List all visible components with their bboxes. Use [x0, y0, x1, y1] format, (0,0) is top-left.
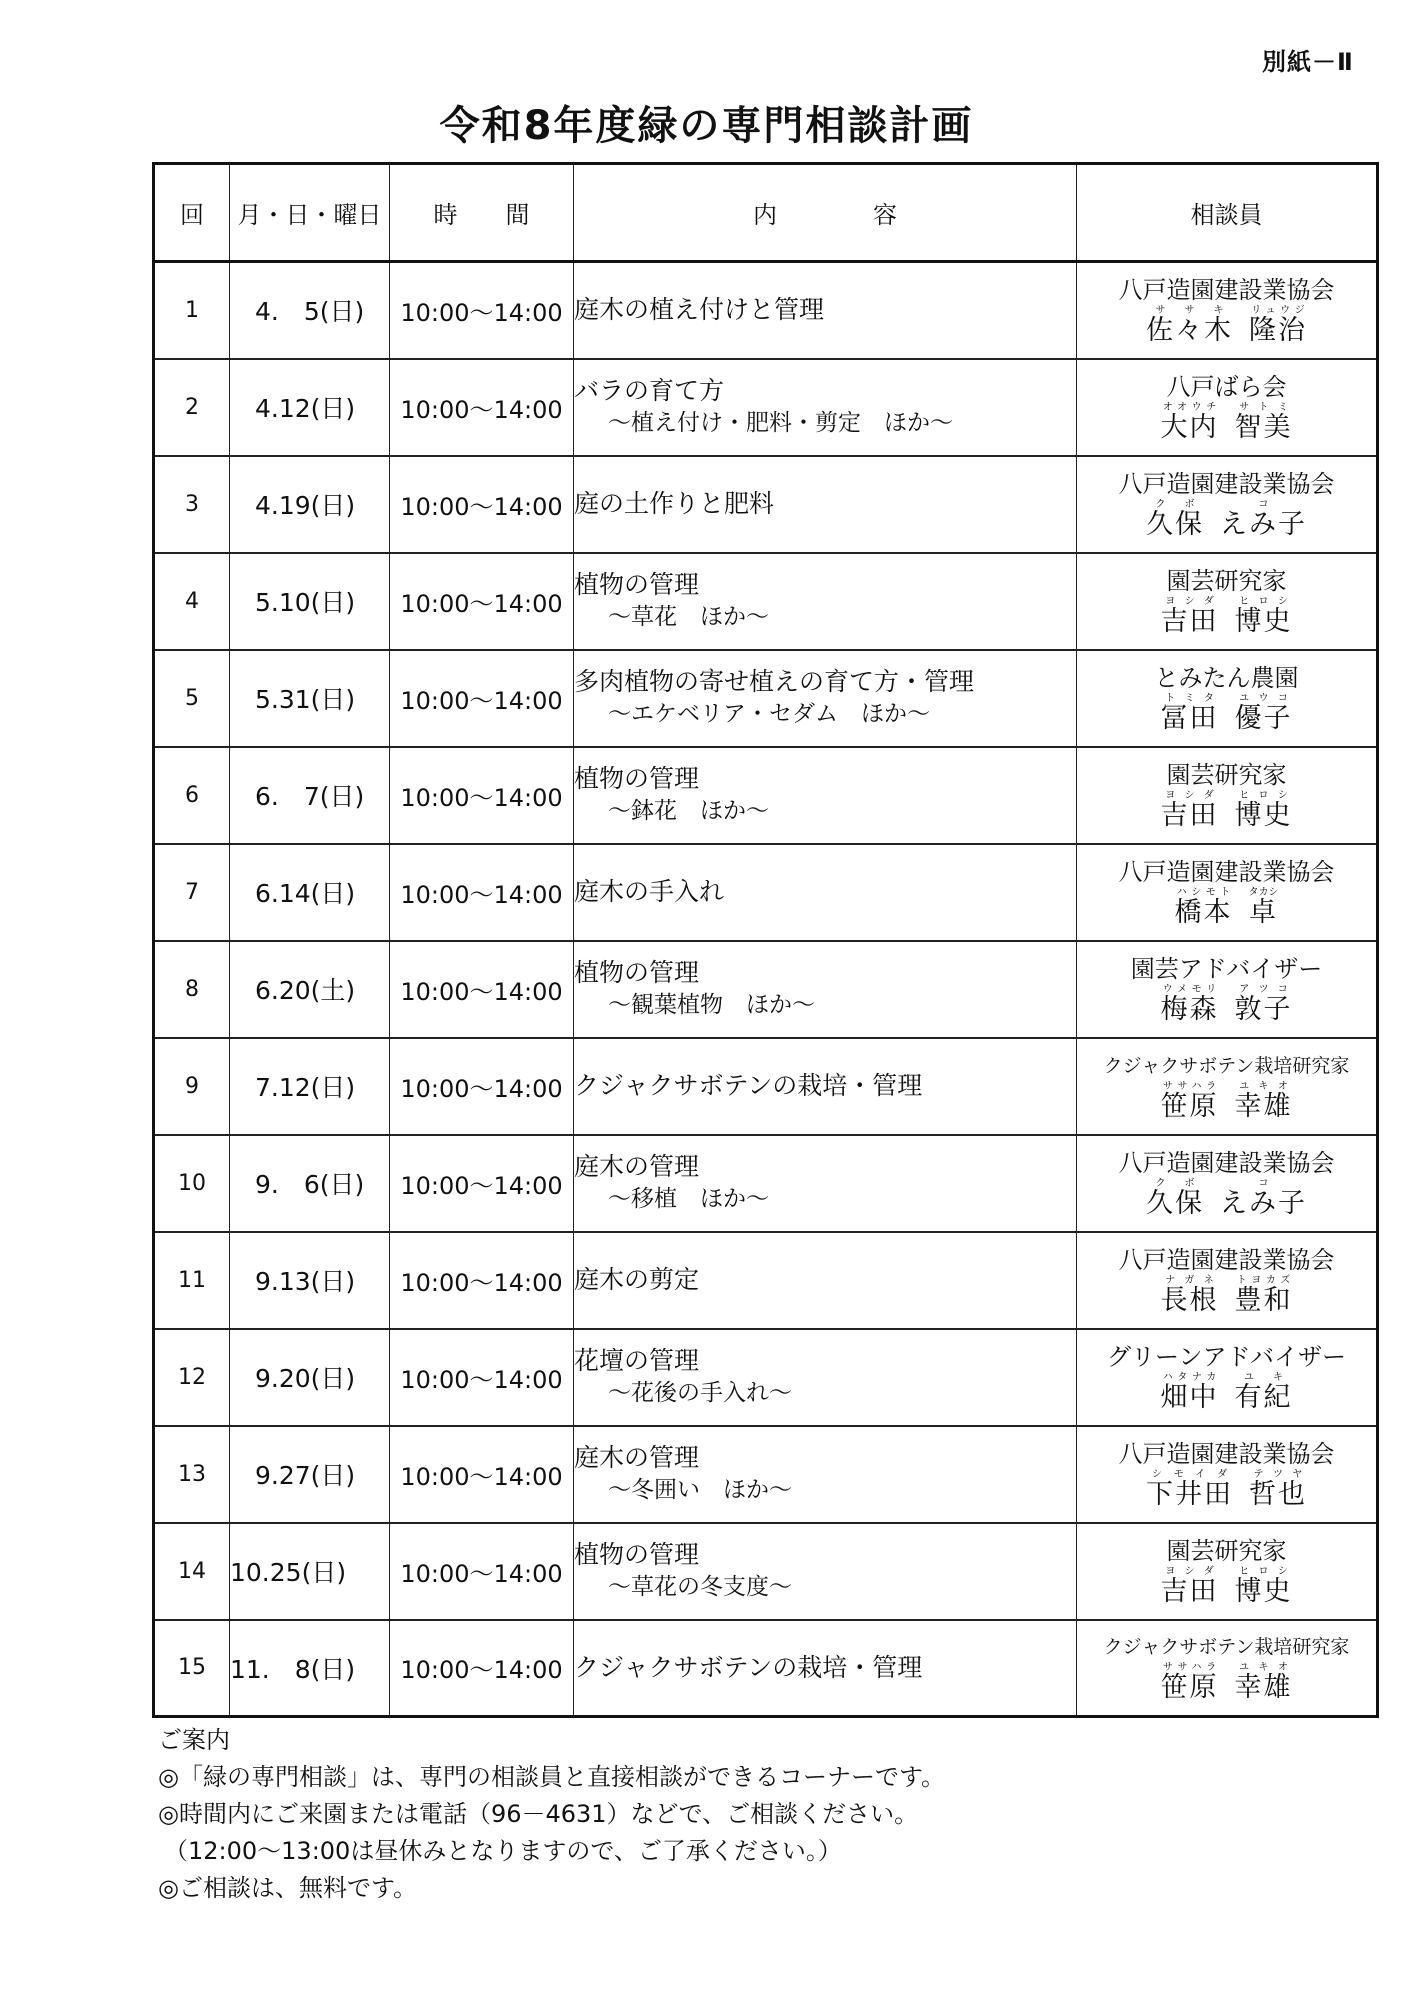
row-date: 11. 8(日)	[230, 1620, 390, 1717]
content-main: 花壇の管理	[574, 1346, 700, 1375]
row-time: 10:00～14:00	[390, 747, 574, 844]
content-main: クジャクサボテンの栽培・管理	[574, 1071, 923, 1100]
table-header-row	[154, 164, 1378, 262]
row-content	[574, 456, 1077, 553]
advisor-organization: 園芸研究家	[1166, 760, 1287, 789]
row-advisor	[1077, 1135, 1378, 1232]
advisor-name	[1077, 1372, 1376, 1413]
family-name-reading: ハシモト	[1174, 886, 1233, 898]
advisor-organization: 八戸造園建設業協会	[1118, 1245, 1335, 1274]
given-name: 有紀ユキ	[1234, 1371, 1293, 1413]
table-row	[154, 844, 1378, 941]
given-name: 哲也テツヤ	[1249, 1468, 1307, 1510]
family-name: 吉田ヨシダ	[1160, 789, 1219, 831]
advisor-organization: 八戸造園建設業協会	[1118, 275, 1335, 304]
row-content	[574, 844, 1077, 941]
content-main: 植物の管理	[574, 764, 700, 793]
content-main: 多肉植物の寄せ植えの育て方・管理	[574, 667, 975, 696]
notes-section	[158, 1722, 945, 1907]
row-content	[574, 1329, 1077, 1426]
advisor-name	[1077, 402, 1376, 443]
content-main: 植物の管理	[574, 570, 700, 599]
content-sub: ～観葉植物 ほか～	[608, 992, 815, 1018]
given-name: 優子ユウコ	[1234, 692, 1293, 734]
given-name: えみ子コ	[1220, 498, 1307, 540]
family-name: 吉田ヨシダ	[1160, 1565, 1219, 1607]
row-number: 10	[154, 1135, 230, 1232]
row-advisor	[1077, 844, 1378, 941]
advisor-organization: 八戸造園建設業協会	[1118, 1148, 1335, 1177]
row-content	[574, 650, 1077, 747]
row-date: 7.12(日)	[230, 1038, 390, 1135]
family-name: 冨田トミタ	[1160, 692, 1219, 734]
row-number: 12	[154, 1329, 230, 1426]
family-name: 久保クボ	[1146, 1177, 1204, 1219]
family-name: 梅森ウメモリ	[1160, 983, 1219, 1025]
row-advisor	[1077, 456, 1378, 553]
table-row	[154, 1038, 1378, 1135]
family-name-reading: ヨシダ	[1160, 595, 1219, 607]
family-name-reading: ヨシダ	[1160, 789, 1219, 801]
row-time: 10:00～14:00	[390, 553, 574, 650]
row-date: 6. 7(日)	[230, 747, 390, 844]
advisor-organization: とみたん農園	[1154, 663, 1299, 692]
advisor-name	[1077, 1081, 1376, 1122]
family-name-reading: ハタナカ	[1160, 1371, 1219, 1383]
family-name-reading: ヨシダ	[1160, 1565, 1219, 1577]
table-row	[154, 553, 1378, 650]
row-time: 10:00～14:00	[390, 262, 574, 359]
row-time: 10:00～14:00	[390, 1232, 574, 1329]
table-row	[154, 359, 1378, 456]
content-main: 庭木の管理	[574, 1152, 700, 1181]
advisor-name	[1077, 1275, 1376, 1316]
advisor-name	[1077, 1178, 1376, 1219]
table-row	[154, 456, 1378, 553]
row-advisor	[1077, 941, 1378, 1038]
family-name: 大内オオウチ	[1160, 401, 1219, 443]
family-name-reading: ササハラ	[1160, 1080, 1219, 1092]
advisor-name	[1077, 1662, 1376, 1703]
given-name-reading: ヒロシ	[1234, 789, 1293, 801]
given-name-reading: ユウコ	[1234, 692, 1293, 704]
given-name-reading: ヒロシ	[1234, 1565, 1293, 1577]
given-name: 豊和トヨカズ	[1234, 1274, 1293, 1316]
row-advisor	[1077, 359, 1378, 456]
advisor-organization: 園芸研究家	[1166, 566, 1287, 595]
row-advisor	[1077, 262, 1378, 359]
content-main: 庭木の植え付けと管理	[574, 295, 825, 325]
table-row	[154, 1426, 1378, 1523]
given-name-reading: ユキオ	[1234, 1662, 1293, 1674]
table-row	[154, 1620, 1378, 1717]
family-name-reading: クボ	[1146, 1177, 1204, 1189]
advisor-name	[1077, 1566, 1376, 1607]
table-row	[154, 650, 1378, 747]
row-content	[574, 1620, 1077, 1717]
row-number: 14	[154, 1523, 230, 1620]
consultation-schedule-table	[152, 162, 1379, 1718]
row-content	[574, 1135, 1077, 1232]
given-name: 博史ヒロシ	[1234, 1565, 1293, 1607]
header-no: 回	[154, 164, 230, 262]
row-time: 10:00～14:00	[390, 844, 574, 941]
given-name-reading: アツコ	[1234, 983, 1293, 995]
table-row	[154, 262, 1378, 359]
row-number: 15	[154, 1620, 230, 1717]
row-number: 1	[154, 262, 230, 359]
row-time: 10:00～14:00	[390, 359, 574, 456]
header-time: 時 間	[390, 164, 574, 262]
family-name: 橋本ハシモト	[1174, 886, 1233, 928]
advisor-name	[1077, 1469, 1376, 1510]
content-sub: ～草花 ほか～	[608, 604, 769, 630]
advisor-organization: 園芸アドバイザー	[1130, 954, 1323, 983]
content-sub: ～移植 ほか～	[608, 1186, 769, 1212]
row-advisor	[1077, 1426, 1378, 1523]
advisor-organization: 八戸造園建設業協会	[1118, 1439, 1335, 1468]
family-name: 笹原ササハラ	[1160, 1080, 1219, 1122]
family-name: 笹原ササハラ	[1160, 1662, 1219, 1704]
advisor-name	[1077, 984, 1376, 1025]
row-number: 3	[154, 456, 230, 553]
row-advisor	[1077, 1038, 1378, 1135]
header-advisor: 相談員	[1077, 164, 1378, 262]
row-date: 4.19(日)	[230, 456, 390, 553]
table-row	[154, 747, 1378, 844]
advisor-organization: クジャクサボテン栽培研究家	[1103, 1054, 1350, 1077]
notes-heading: ご案内	[158, 1726, 230, 1754]
given-name-reading: サトミ	[1234, 401, 1293, 413]
row-content	[574, 941, 1077, 1038]
given-name: 卓タカシ	[1248, 886, 1279, 928]
row-date: 4. 5(日)	[230, 262, 390, 359]
given-name-reading: テツヤ	[1249, 1468, 1307, 1480]
row-number: 7	[154, 844, 230, 941]
row-date: 5.10(日)	[230, 553, 390, 650]
notes-line: （12:00～13:00は昼休みとなりますので、ご了承ください。）	[164, 1837, 842, 1865]
given-name: 隆治リュウジ	[1249, 304, 1307, 346]
notes-line: ◎「緑の専門相談」は、専門の相談員と直接相談ができるコーナーです。	[158, 1763, 946, 1791]
family-name: 畑中ハタナカ	[1160, 1371, 1219, 1413]
content-main: 庭木の剪定	[574, 1265, 700, 1294]
row-date: 5.31(日)	[230, 650, 390, 747]
row-time: 10:00～14:00	[390, 1038, 574, 1135]
content-main: バラの育て方	[574, 376, 725, 405]
row-number: 6	[154, 747, 230, 844]
content-main: 植物の管理	[574, 958, 700, 987]
row-content	[574, 359, 1077, 456]
content-sub: ～鉢花 ほか～	[608, 798, 769, 824]
row-number: 11	[154, 1232, 230, 1329]
table-row	[154, 1232, 1378, 1329]
content-main: 庭木の手入れ	[574, 877, 725, 906]
row-number: 2	[154, 359, 230, 456]
row-time: 10:00～14:00	[390, 650, 574, 747]
row-content	[574, 1426, 1077, 1523]
advisor-organization: クジャクサボテン栽培研究家	[1103, 1636, 1350, 1659]
row-date: 6.14(日)	[230, 844, 390, 941]
content-sub: ～花後の手入れ～	[608, 1380, 792, 1406]
given-name-reading: ヒロシ	[1234, 595, 1293, 607]
family-name: 佐々木ササキ	[1146, 304, 1233, 346]
row-number: 8	[154, 941, 230, 1038]
family-name-reading: ササキ	[1146, 304, 1233, 316]
advisor-name	[1077, 305, 1376, 346]
row-advisor	[1077, 1232, 1378, 1329]
content-main: 植物の管理	[574, 1540, 700, 1569]
table-row	[154, 1329, 1378, 1426]
content-sub: ～エケベリア・セダム ほか～	[608, 701, 930, 727]
notes-line: ◎時間内にご来園または電話（96－4631）などで、ご相談ください。	[158, 1800, 919, 1828]
advisor-organization: 八戸ばら会	[1166, 372, 1287, 401]
family-name: 吉田ヨシダ	[1160, 595, 1219, 637]
family-name-reading: トミタ	[1160, 692, 1219, 704]
given-name-reading: コ	[1220, 498, 1307, 510]
given-name-reading: トヨカズ	[1234, 1274, 1293, 1286]
advisor-organization: 園芸研究家	[1166, 1536, 1287, 1565]
row-time: 10:00～14:00	[390, 941, 574, 1038]
row-time: 10:00～14:00	[390, 1329, 574, 1426]
family-name: 久保クボ	[1146, 498, 1204, 540]
content-sub: ～冬囲い ほか～	[608, 1477, 792, 1503]
row-content	[574, 1232, 1077, 1329]
row-number: 13	[154, 1426, 230, 1523]
row-time: 10:00～14:00	[390, 1620, 574, 1717]
row-number: 9	[154, 1038, 230, 1135]
family-name-reading: ナガネ	[1160, 1274, 1219, 1286]
content-main: クジャクサボテンの栽培・管理	[574, 1652, 923, 1682]
header-content: 内 容	[574, 164, 1077, 262]
row-advisor	[1077, 650, 1378, 747]
given-name: 敦子アツコ	[1234, 983, 1293, 1025]
advisor-organization: グリーンアドバイザー	[1106, 1342, 1347, 1371]
advisor-name	[1077, 887, 1376, 928]
row-advisor	[1077, 747, 1378, 844]
row-content	[574, 1038, 1077, 1135]
advisor-name	[1077, 499, 1376, 540]
row-time: 10:00～14:00	[390, 1426, 574, 1523]
given-name: 幸雄ユキオ	[1234, 1662, 1293, 1704]
given-name-reading: タカシ	[1248, 886, 1279, 898]
notes-line: ◎ご相談は、無料です。	[158, 1874, 418, 1902]
table-row	[154, 1135, 1378, 1232]
row-number: 4	[154, 553, 230, 650]
given-name: 博史ヒロシ	[1234, 595, 1293, 637]
given-name-reading: ユキ	[1234, 1371, 1293, 1383]
row-date: 9.20(日)	[230, 1329, 390, 1426]
row-date: 9.13(日)	[230, 1232, 390, 1329]
row-number: 5	[154, 650, 230, 747]
content-sub: ～植え付け・肥料・剪定 ほか～	[608, 410, 953, 436]
family-name-reading: オオウチ	[1160, 401, 1219, 413]
family-name: 下井田シモイダ	[1146, 1468, 1233, 1510]
row-date: 6.20(土)	[230, 941, 390, 1038]
family-name: 長根ナガネ	[1160, 1274, 1219, 1316]
given-name-reading: コ	[1220, 1177, 1307, 1189]
row-content	[574, 1523, 1077, 1620]
row-date: 9.27(日)	[230, 1426, 390, 1523]
given-name: 幸雄ユキオ	[1234, 1080, 1293, 1122]
content-main: 庭木の管理	[574, 1443, 700, 1472]
advisor-name	[1077, 790, 1376, 831]
family-name-reading: ウメモリ	[1160, 983, 1219, 995]
given-name: えみ子コ	[1220, 1177, 1307, 1219]
row-time: 10:00～14:00	[390, 1135, 574, 1232]
row-advisor	[1077, 553, 1378, 650]
page-title: 令和8年度緑の専門相談計画	[439, 103, 974, 149]
row-advisor	[1077, 1329, 1378, 1426]
row-time: 10:00～14:00	[390, 1523, 574, 1620]
header-date: 月・日・曜日	[230, 164, 390, 262]
family-name-reading: ササハラ	[1160, 1662, 1219, 1674]
row-time: 10:00～14:00	[390, 456, 574, 553]
family-name-reading: クボ	[1146, 498, 1204, 510]
table-row	[154, 1523, 1378, 1620]
advisor-name	[1077, 693, 1376, 734]
annex-label: 別紙－Ⅱ	[1262, 48, 1354, 76]
family-name-reading: シモイダ	[1146, 1468, 1233, 1480]
advisor-name	[1077, 596, 1376, 637]
given-name-reading: ユキオ	[1234, 1080, 1293, 1092]
content-main: 庭の土作りと肥料	[574, 489, 775, 518]
row-content	[574, 553, 1077, 650]
given-name: 智美サトミ	[1234, 401, 1293, 443]
given-name-reading: リュウジ	[1249, 304, 1307, 316]
content-sub: ～草花の冬支度～	[608, 1574, 792, 1600]
row-date: 10.25(日)	[230, 1523, 390, 1620]
row-date: 4.12(日)	[230, 359, 390, 456]
given-name: 博史ヒロシ	[1234, 789, 1293, 831]
row-content	[574, 747, 1077, 844]
table-row	[154, 941, 1378, 1038]
row-content	[574, 262, 1077, 359]
row-advisor	[1077, 1523, 1378, 1620]
advisor-organization: 八戸造園建設業協会	[1118, 469, 1335, 498]
row-date: 9. 6(日)	[230, 1135, 390, 1232]
advisor-organization: 八戸造園建設業協会	[1118, 857, 1335, 886]
row-advisor	[1077, 1620, 1378, 1717]
